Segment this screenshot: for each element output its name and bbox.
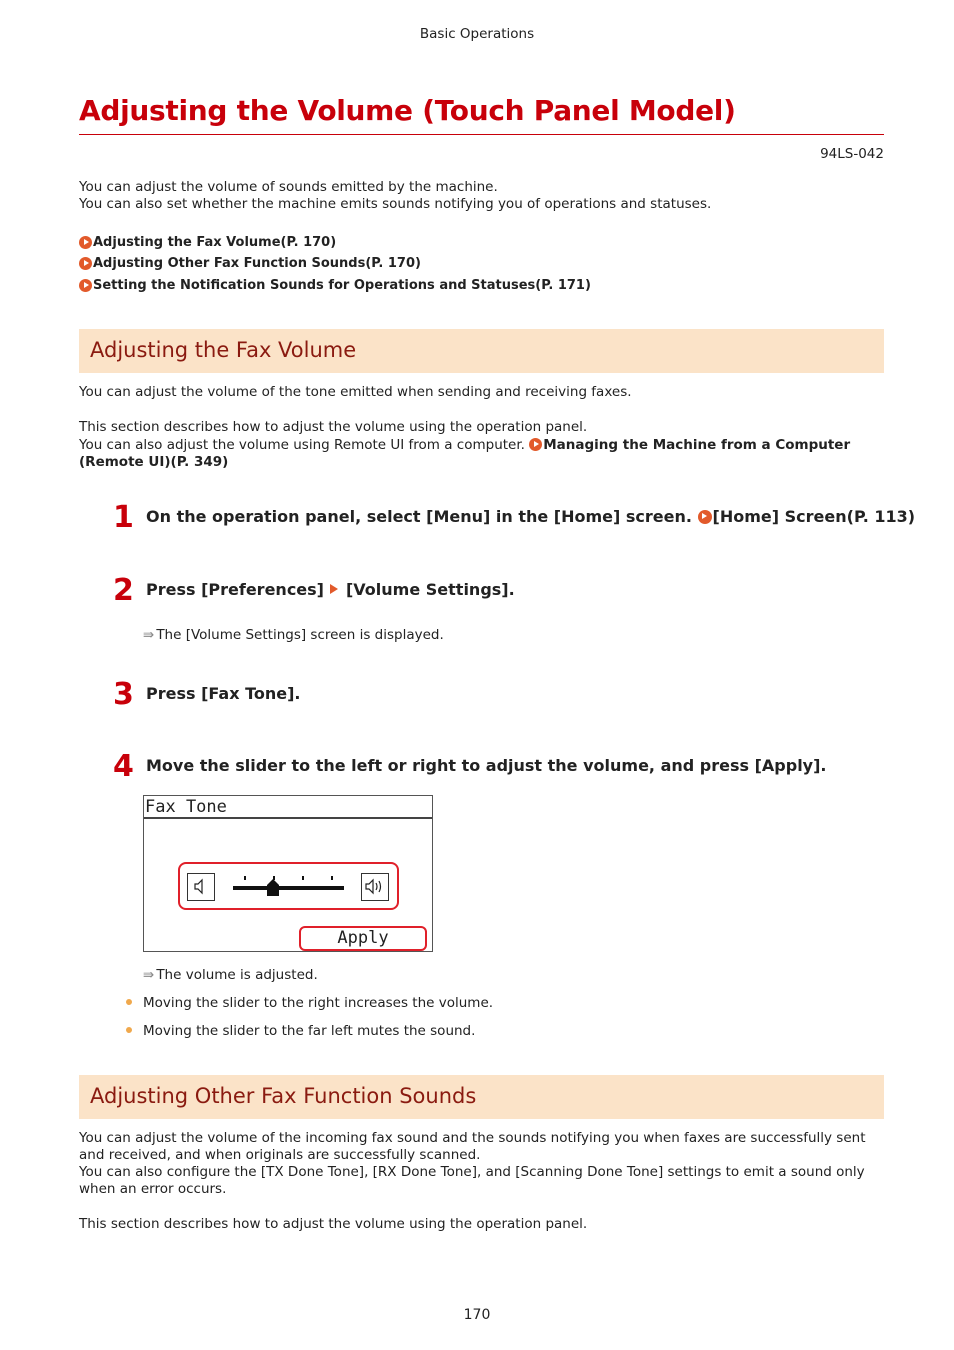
- screen-title: Fax Tone: [144, 796, 432, 819]
- section1-paragraph-1: You can adjust the volume of the tone emitted when sending and receiving faxes.: [79, 384, 632, 400]
- step-result-4: [143, 967, 318, 983]
- step-result-2: [143, 627, 444, 643]
- result-arrow-icon: ⇛: [143, 967, 153, 983]
- section1-line-3: [79, 437, 885, 454]
- section1-paragraph-2: [79, 419, 885, 471]
- link-fax-volume[interactable]: [79, 235, 336, 250]
- section1-line-2: This section describes how to adjust the volume using the operation panel.: [79, 419, 588, 435]
- link-arrow-icon: [79, 257, 92, 270]
- link-label: [Home] Screen(P. 113): [712, 507, 916, 526]
- slider-tick: [302, 876, 304, 880]
- section2-paragraph-2: This section describes how to adjust the volume using the operation panel.: [79, 1216, 588, 1232]
- bullet-item: [126, 1023, 475, 1039]
- section-title: Adjusting Other Fax Function Sounds: [90, 1084, 477, 1108]
- section2-line: You can adjust the volume of the incoming fax sound and the sounds notifying you when faxes are successfully sent: [79, 1130, 866, 1146]
- step-text-1: [146, 507, 915, 526]
- result-arrow-icon: ⇛: [143, 627, 153, 643]
- running-header: Basic Operations: [419, 26, 535, 42]
- result-text: The [Volume Settings] screen is displayed.: [156, 627, 444, 643]
- link-remote-ui[interactable]: [529, 437, 850, 453]
- link-arrow-icon: [529, 438, 542, 451]
- bullet-text: Moving the slider to the far left mutes the sound.: [143, 1023, 476, 1039]
- link-label: Adjusting Other Fax Function Sounds(P. 170): [93, 256, 421, 271]
- link-label: Setting the Notification Sounds for Operations and Statuses(P. 171): [93, 278, 591, 293]
- link-label: Adjusting the Fax Volume(P. 170): [93, 235, 337, 250]
- volume-up-icon[interactable]: [361, 873, 389, 901]
- bullet-item: [126, 995, 493, 1011]
- link-other-fax-sounds[interactable]: [79, 256, 421, 271]
- volume-slider-track[interactable]: [233, 886, 344, 890]
- step-text-4: Move the slider to the left or right to adjust the volume, and press [Apply].: [146, 756, 827, 775]
- link-notification-sounds[interactable]: [79, 278, 591, 293]
- menu-arrow-icon: [330, 584, 338, 594]
- step-text-2: [146, 580, 515, 599]
- link-arrow-icon: [698, 510, 712, 524]
- section2-line: when an error occurs.: [79, 1181, 227, 1197]
- bullet-text: Moving the slider to the right increases the volume.: [143, 995, 494, 1011]
- intro-text: [79, 179, 885, 213]
- intro-line-1: You can adjust the volume of sounds emitted by the machine.: [79, 179, 498, 195]
- step-number-3: 3: [113, 677, 134, 712]
- bullet-dot-icon: [126, 1027, 132, 1033]
- page-title: Adjusting the Volume (Touch Panel Model): [79, 94, 736, 127]
- section-title: Adjusting the Fax Volume: [90, 338, 357, 362]
- step-label: Press [Preferences]: [146, 580, 324, 599]
- bullet-dot-icon: [126, 999, 132, 1005]
- intro-line-2: You can also set whether the machine emits sounds notifying you of operations and statuses.: [79, 196, 712, 212]
- page-number: 170: [463, 1307, 491, 1323]
- volume-down-icon[interactable]: [187, 873, 215, 901]
- result-text: The volume is adjusted.: [156, 967, 318, 983]
- step-number-2: 2: [113, 573, 134, 608]
- section-header-other-sounds: [79, 1075, 884, 1119]
- document-id: 94LS-042: [820, 146, 884, 162]
- apply-button[interactable]: Apply: [299, 926, 427, 951]
- step-number-1: 1: [113, 500, 134, 535]
- slider-tick: [244, 876, 246, 880]
- section2-line: You can also configure the [TX Done Tone], [RX Done Tone], and [Scanning Done Tone] settings to emit a sound only: [79, 1164, 865, 1180]
- section-header-fax-volume: [79, 329, 884, 373]
- link-arrow-icon: [79, 279, 92, 292]
- step-label: [Volume Settings].: [345, 580, 515, 599]
- link-label: Managing the Machine from a Computer: [543, 437, 851, 453]
- section2-line: and received, and when originals are successfully scanned.: [79, 1147, 481, 1163]
- title-rule: [79, 134, 884, 135]
- link-remote-ui-continued[interactable]: (Remote UI)(P. 349): [79, 454, 229, 470]
- section2-paragraph-1: [79, 1130, 885, 1198]
- fax-tone-screen: [143, 795, 433, 952]
- section1-remote-ui-text: You can also adjust the volume using Remote UI from a computer.: [79, 437, 525, 453]
- step-text-3: Press [Fax Tone].: [146, 684, 301, 703]
- volume-slider-handle[interactable]: [267, 879, 279, 900]
- step-number-4: 4: [113, 749, 134, 784]
- link-home-screen[interactable]: [698, 507, 916, 526]
- slider-tick: [331, 876, 333, 880]
- step-label: On the operation panel, select [Menu] in the [Home] screen.: [146, 507, 692, 526]
- link-arrow-icon: [79, 236, 92, 249]
